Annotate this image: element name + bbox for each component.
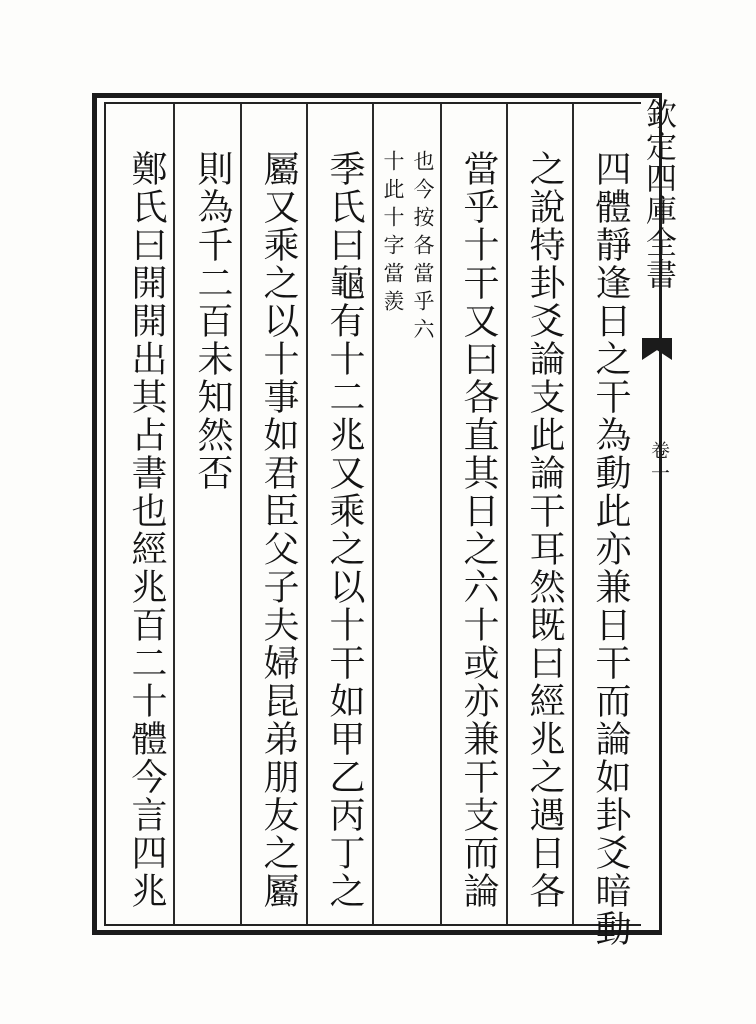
column-rule <box>572 104 574 924</box>
annotation-line-2: 十此十字當羨 <box>381 150 405 318</box>
column-rule <box>173 104 175 924</box>
book-title: 欽定四庫全書 <box>640 98 676 290</box>
volume-label: 卷一 <box>648 440 670 486</box>
text-column-3: 當乎十干又曰各直其日之六十或亦兼干支而論 <box>458 150 499 910</box>
text-column-4: 季氏曰龜有十二兆又乘之以十干如甲乙丙丁之 <box>324 150 365 910</box>
column-rule <box>372 104 374 924</box>
column-rule <box>506 104 508 924</box>
column-rule <box>306 104 308 924</box>
column-rule <box>240 104 242 924</box>
text-column-1: 四體靜逢日之干為動此亦兼日干而論如卦爻暗動 <box>590 150 631 948</box>
text-column-2: 之說特卦爻論支此論干耳然既曰經兆之遇日各 <box>524 150 565 910</box>
annotation-line-1: 也今按各當乎六 <box>411 150 435 346</box>
text-column-5: 屬又乘之以十事如君臣父子夫婦昆弟朋友之屬 <box>258 150 299 910</box>
text-column-7: 鄭氏曰開開出其占書也經兆百二十體今言四兆 <box>126 150 167 910</box>
text-column-6: 則為千二百未知然否 <box>192 150 233 492</box>
column-rule <box>440 104 442 924</box>
